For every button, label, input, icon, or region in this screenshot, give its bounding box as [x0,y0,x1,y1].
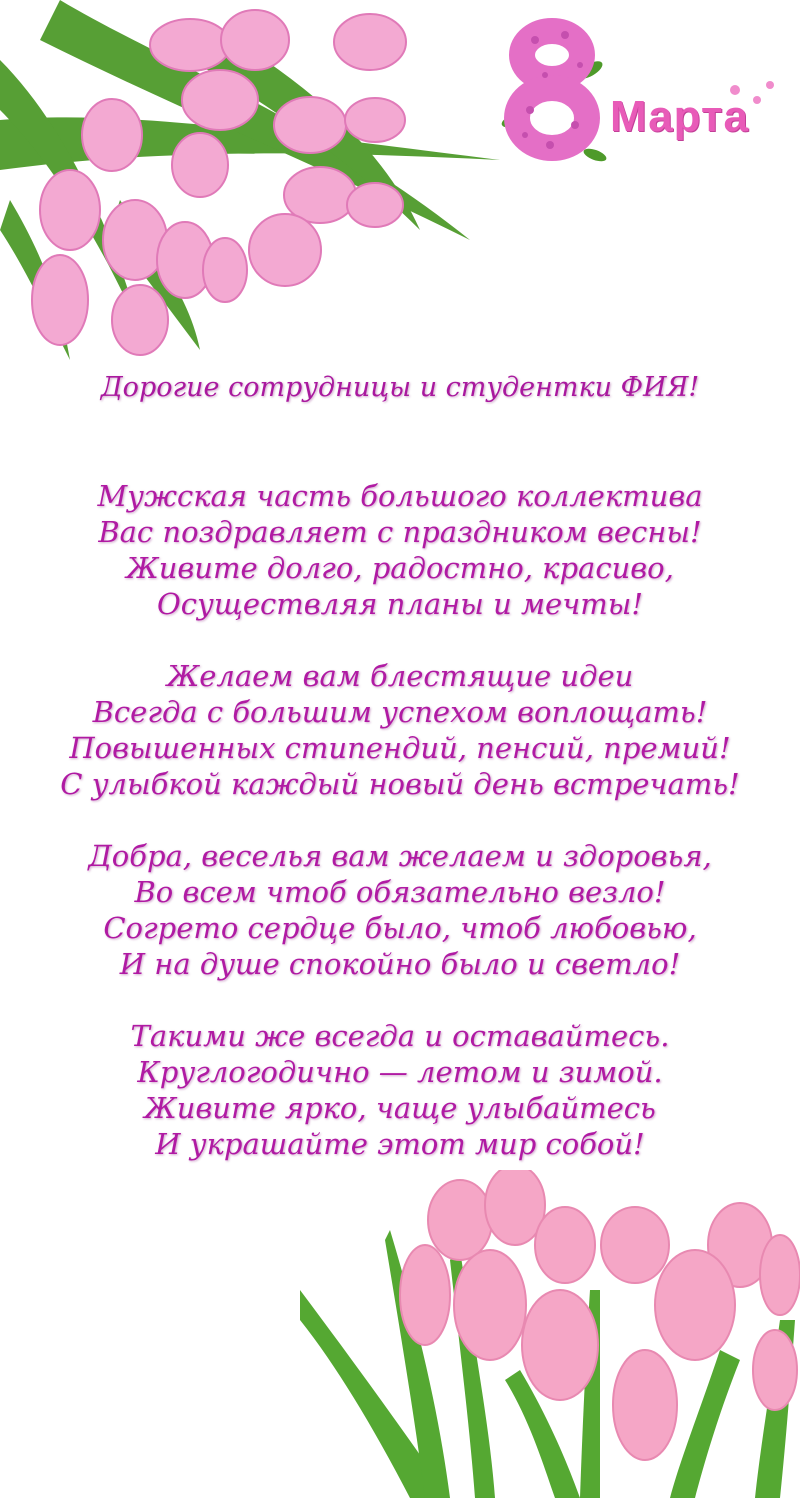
poem-line: Вас поздравляет с праздником весны! [98,515,702,549]
poem-line: Осуществляя планы и мечты! [156,587,644,621]
tulip-bouquet-top-image [0,0,520,370]
poem-line: И украшайте этот мир собой! [155,1127,645,1161]
poem-line: Мужская часть большого коллектива [97,479,703,513]
poem-line: Круглогодично — летом и зимой. [137,1055,663,1089]
poem-line: Живите долго, радостно, красиво, [126,551,674,585]
poem-line: Добра, веселья вам желаем и здоровья, [88,839,712,873]
poem-line: Согрето сердце было, чтоб любовью, [103,911,697,945]
poem-stanza-3 [0,838,800,982]
greeting-heading: Дорогие сотрудницы и студентки ФИЯ! [100,372,700,403]
march-logo-text: Марта [610,92,749,141]
poem-line: Такими же всегда и оставайтесь. [130,1019,670,1053]
poem-line: Во всем чтоб обязательно везло! [134,875,666,909]
poem [0,478,800,1198]
tulip-bouquet-bottom-image [300,1170,800,1498]
poem-line: Желаем вам блестящие идеи [166,659,634,693]
poem-stanza-4 [0,1018,800,1162]
poem-line: И на душе спокойно было и светло! [119,947,681,981]
poem-stanza-1 [0,478,800,622]
poem-line: Живите ярко, чаще улыбайтесь [144,1091,656,1125]
poem-stanza-2 [0,658,800,802]
poem-line: Повышенных стипендий, пенсий, премий! [69,731,731,765]
poem-line: Всегда с большим успехом воплощать! [92,695,708,729]
poem-line: С улыбкой каждый новый день встречать! [60,767,740,801]
